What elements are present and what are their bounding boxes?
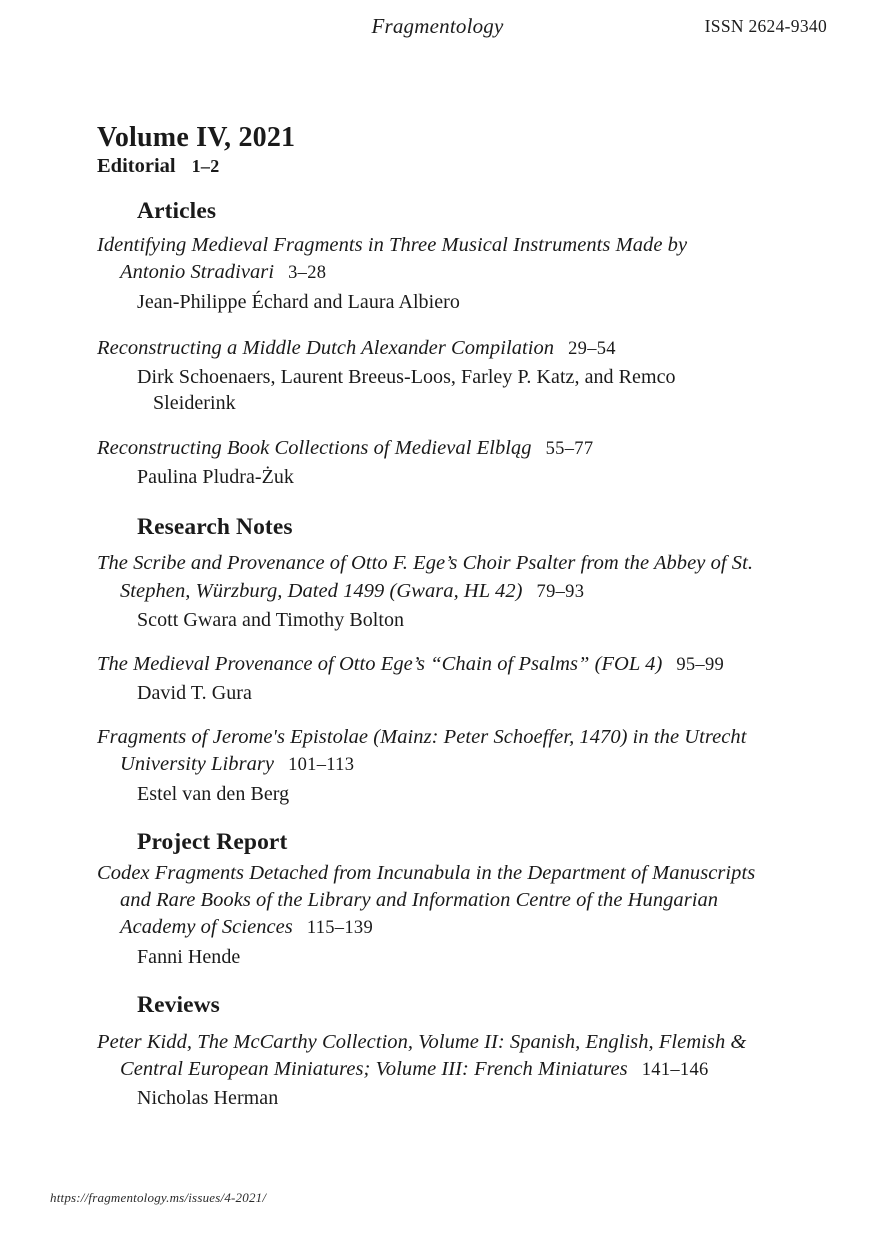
entry-pages: 141–146 bbox=[641, 1059, 709, 1080]
entry-authors: Scott Gwara and Timothy Bolton bbox=[137, 608, 405, 631]
entry-authors: David T. Gura bbox=[137, 682, 252, 705]
entry-authors: Estel van den Berg bbox=[137, 782, 290, 805]
entry-title bbox=[97, 860, 757, 942]
entry-title-text: Reconstructing a Middle Dutch Alexander Compilation bbox=[97, 336, 555, 359]
entry-title-text: Reconstructing Book Collections of Medieval Elbląg bbox=[97, 436, 532, 459]
section-heading-articles: Articles bbox=[137, 197, 217, 224]
section-heading-reviews: Reviews bbox=[137, 991, 220, 1018]
entry-title bbox=[97, 435, 757, 462]
toc-entry-jerome-epistolae bbox=[97, 724, 757, 807]
issn-label: ISSN 2624-9340 bbox=[704, 16, 827, 36]
toc-entry-elblag bbox=[97, 435, 757, 490]
toc-entry-mccarthy-collection-review bbox=[97, 1029, 757, 1112]
entry-pages: 79–93 bbox=[536, 581, 585, 602]
entry-pages: 115–139 bbox=[306, 918, 374, 939]
entry-pages: 101–113 bbox=[288, 755, 355, 776]
entry-title bbox=[97, 1029, 757, 1084]
editorial-entry bbox=[97, 154, 757, 179]
entry-title bbox=[97, 651, 757, 678]
entry-authors: Dirk Schoenaers, Laurent Breeus-Loos, Farley P. Katz, and Remco Sleiderink bbox=[137, 365, 676, 414]
section-heading-research-notes: Research Notes bbox=[137, 514, 293, 541]
section-heading-project-report: Project Report bbox=[137, 828, 288, 855]
entry-title-text: Peter Kidd, The McCarthy Collection, Volume II: Spanish, English, Flemish & Central European Miniatures; Volume III: French Miniatures bbox=[97, 1030, 747, 1080]
entry-title-text: Identifying Medieval Fragments in Three Musical Instruments Made by Antonio Stradivari bbox=[97, 234, 688, 284]
entry-pages: 55–77 bbox=[545, 438, 594, 459]
entry-authors: Jean-Philippe Échard and Laura Albiero bbox=[137, 290, 460, 313]
entry-title bbox=[97, 724, 757, 779]
running-head bbox=[48, 14, 827, 44]
entry-authors: Paulina Pludra-Żuk bbox=[137, 466, 294, 489]
toc-entry-alexander-compilation bbox=[97, 335, 757, 416]
toc-entry-stradivari bbox=[97, 232, 757, 315]
footer-issue-url[interactable]: https://fragmentology.ms/issues/4-2021/ bbox=[50, 1190, 267, 1205]
entry-pages: 29–54 bbox=[568, 338, 616, 359]
toc-entry-ege-choir-psalter bbox=[97, 550, 757, 633]
entry-title bbox=[97, 335, 757, 362]
entry-title-text: Codex Fragments Detached from Incunabula in the Department of Manuscripts and Rare Books of the Library and Information Centre of the Hungarian Academy of Sciences bbox=[97, 861, 756, 939]
entry-title-text: The Medieval Provenance of Otto Ege’s “Chain of Psalms” (FOL 4) bbox=[97, 652, 663, 675]
entry-title bbox=[97, 232, 757, 287]
entry-title bbox=[97, 550, 757, 605]
journal-title: Fragmentology bbox=[371, 14, 504, 38]
editorial-label: Editorial bbox=[97, 155, 176, 178]
entry-authors: Fanni Hende bbox=[137, 945, 241, 968]
entry-pages: 95–99 bbox=[676, 654, 725, 675]
toc-entry-chain-of-psalms bbox=[97, 651, 757, 706]
table-of-contents bbox=[97, 122, 757, 1111]
entry-title-text: The Scribe and Provenance of Otto F. Ege’s Choir Psalter from the Abbey of St. Stephen, Würzburg, Dated 1499 (Gwara, HL 42) bbox=[97, 552, 754, 602]
editorial-pages: 1–2 bbox=[191, 156, 220, 177]
volume-title: Volume IV, 2021 bbox=[97, 122, 296, 153]
entry-title-text: Fragments of Jerome's Epistolae (Mainz: Peter Schoeffer, 1470) in the Utrecht University Library bbox=[97, 726, 747, 776]
toc-entry-codex-fragments bbox=[97, 860, 757, 970]
entry-pages: 3–28 bbox=[288, 263, 327, 284]
entry-authors: Nicholas Herman bbox=[137, 1087, 279, 1110]
